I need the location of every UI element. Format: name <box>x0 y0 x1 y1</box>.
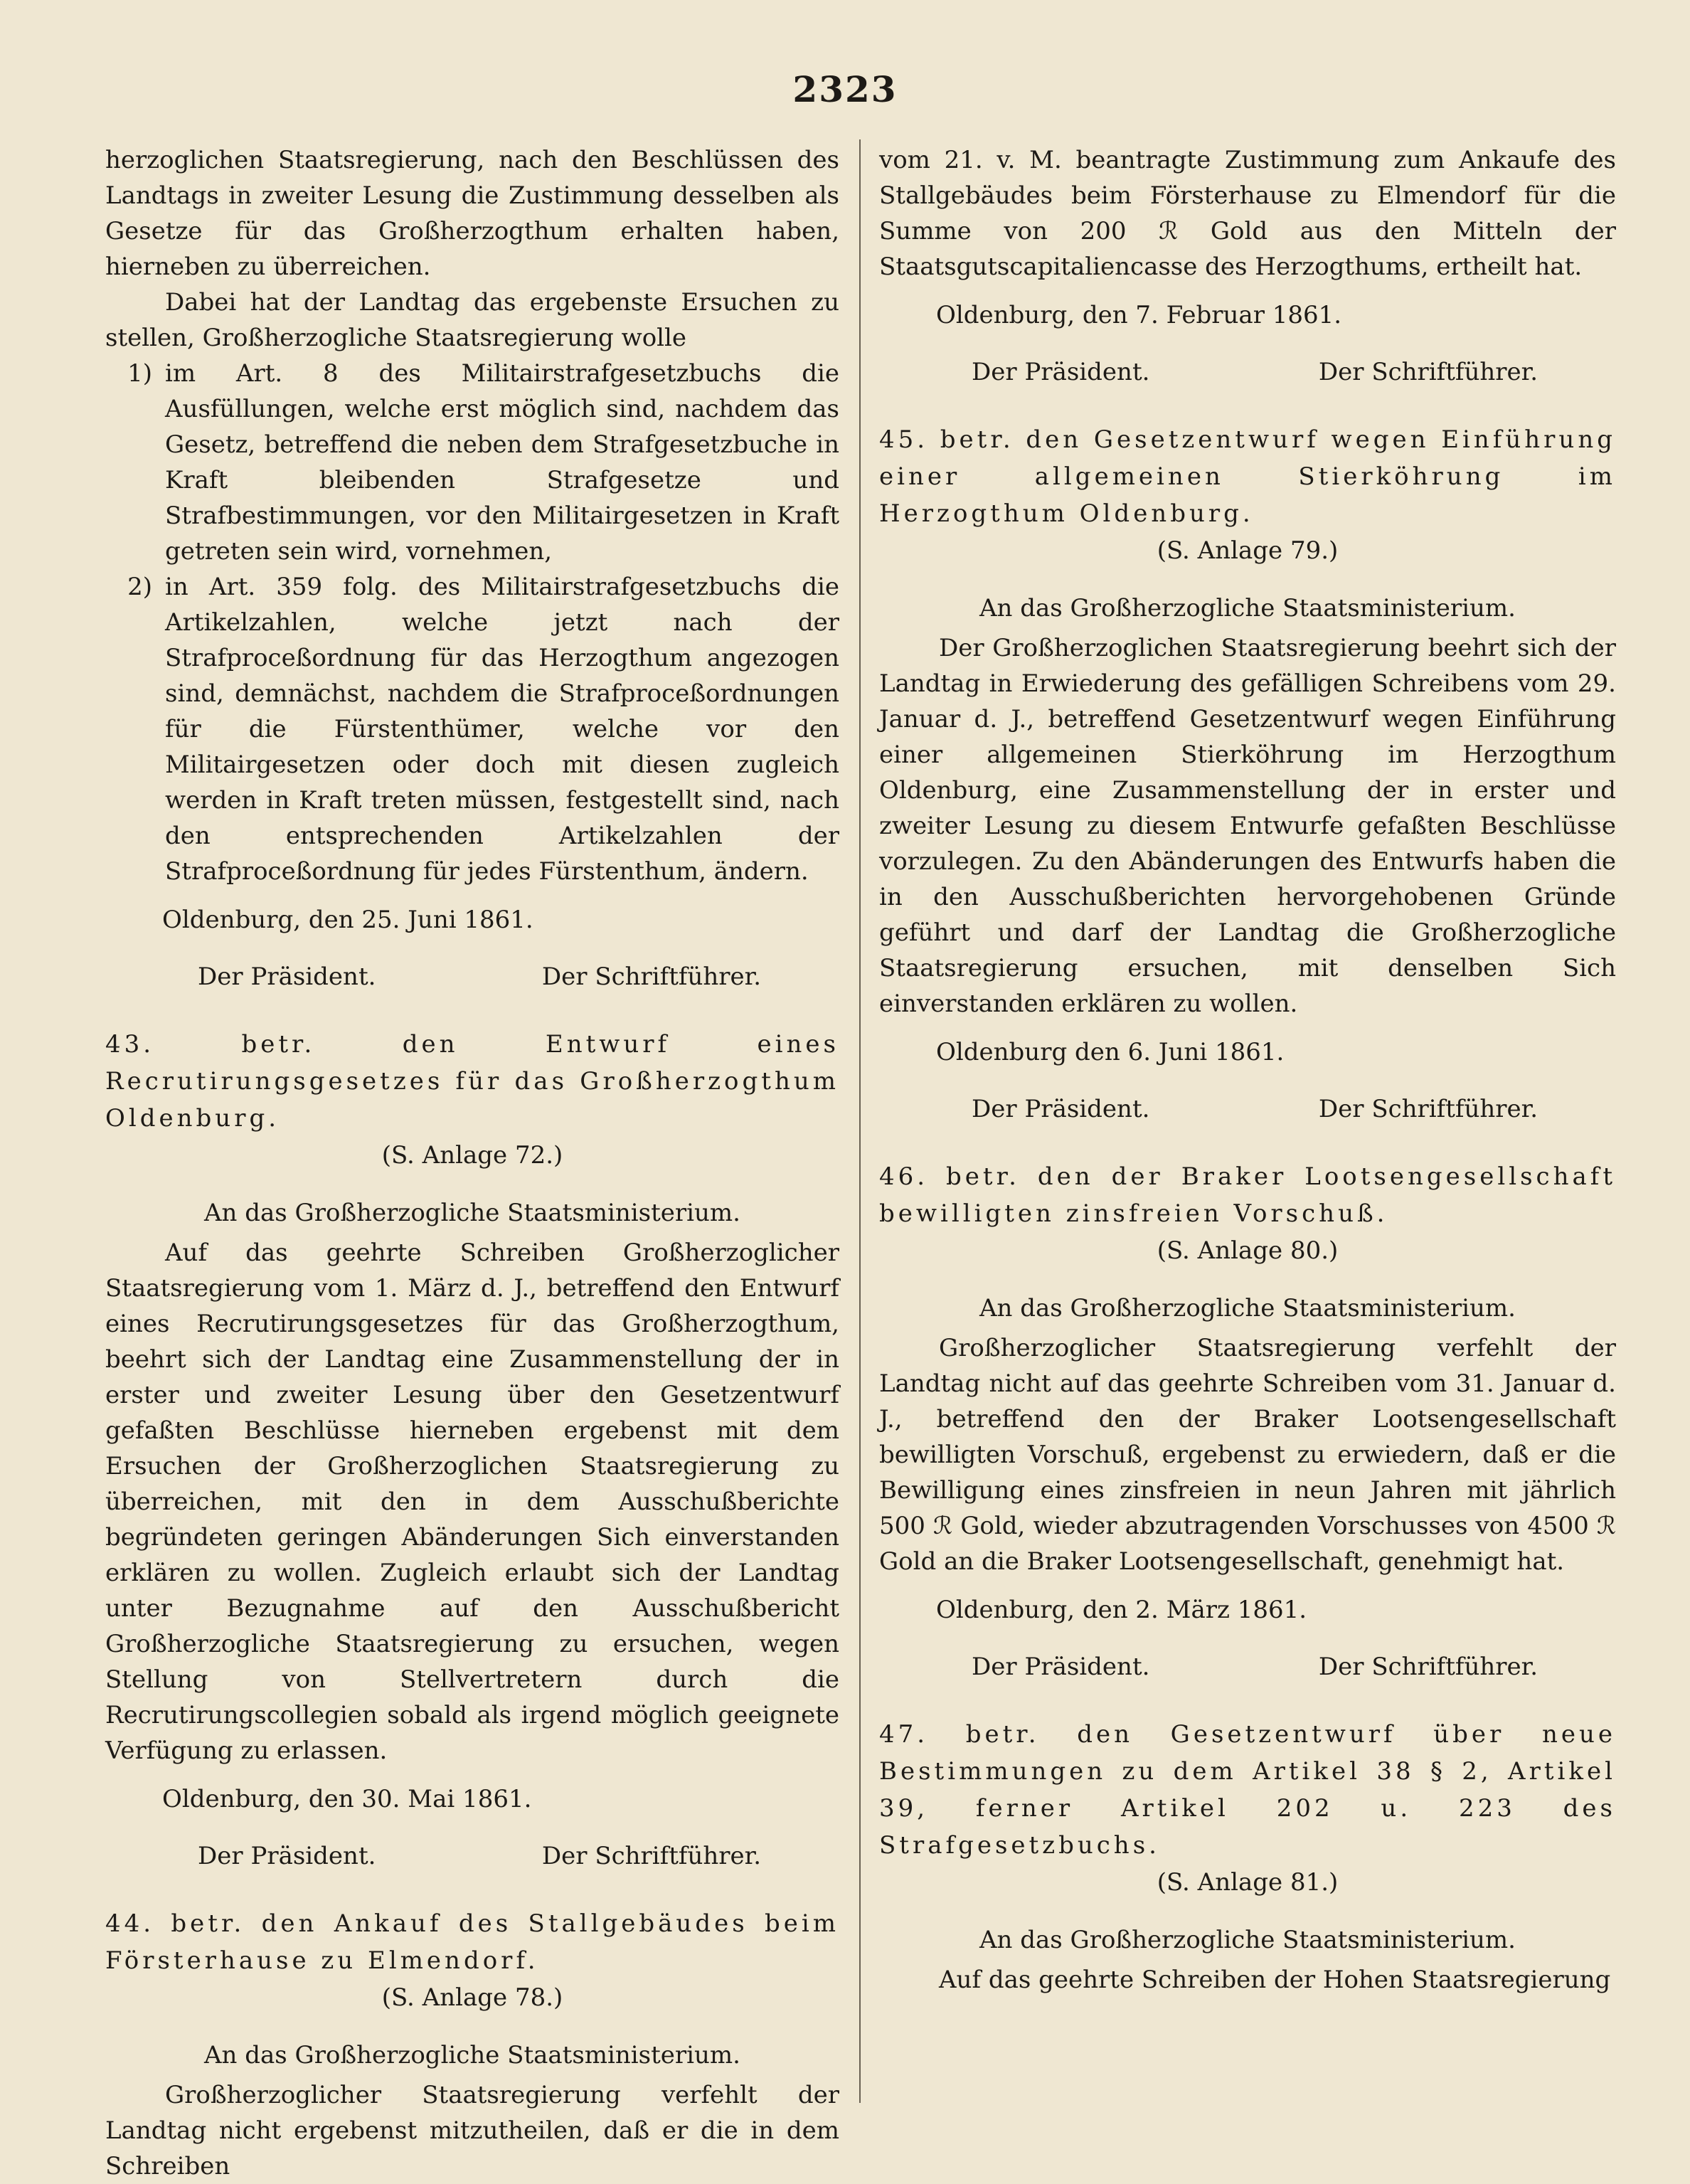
signature-line <box>879 1649 1616 1685</box>
left-column <box>105 142 839 2184</box>
signature-president: Der Präsident. <box>972 1653 1150 1681</box>
section-heading-43 <box>105 1026 839 1174</box>
signature-secretary: Der Schriftführer. <box>1318 1095 1538 1123</box>
heading-text: 47. betr. den Gesetzentwurf über neue Bestimmungen zu dem Artikel 38 § 2, Artikel 39, ferner Artikel 202 u. 223 des Strafgesetzbuchs. <box>879 1720 1616 1860</box>
list-text: im Art. 8 des Militairstrafgesetzbuchs die Ausfüllungen, welche erst möglich sind, nachdem das Gesetz, betreffend die neben dem Strafgesetzbuche in Kraft bleibenden Strafgesetze und Strafbestimmungen, vor den Militairgesetzen in Kraft getreten sein wird, vornehmen, <box>165 359 839 566</box>
list-item <box>105 569 839 889</box>
list-number: 1) <box>127 359 152 388</box>
date-line: Oldenburg, den 7. Februar 1861. <box>936 301 1342 329</box>
list-text: in Art. 359 folg. des Militairstrafgesetzbuchs die Artikelzahlen, welche jetzt nach der Strafproceßordnung für das Herzogthum angezogen sind, demnächst, nachdem die Strafproceßordnungen für die Fürstenthümer, welche vor den Militairgesetzen oder doch mit diesen zugleich werden in Kraft treten müssen, festgestellt sind, nach den entsprechenden Artikelzahlen der Strafproceßordnung für jedes Fürstenthum, ändern. <box>165 573 839 886</box>
signature-secretary: Der Schriftführer. <box>541 963 761 991</box>
signature-president: Der Präsident. <box>198 1842 376 1870</box>
address-line: An das Großherzogliche Staatsministerium. <box>204 2041 740 2069</box>
paragraph-body: Auf das geehrte Schreiben Großherzoglicher Staatsregierung vom 1. März d. J., betreffend den Entwurf eines Recrutirungsgesetzes für das Großherzogthum, beehrt sich der Landtag eine Zusammenstellung der in erster und zweiter Lesung über den Gesetzentwurf gefaßten Beschlüsse hierneben ergebenst mit dem Ersuchen der Großherzoglichen Staatsregierung zu überreichen, mit den in dem Ausschußberichte begründeten geringen Abänderungen Sich einverstanden erklären zu wollen. Zugleich erlaubt sich der Landtag unter Bezugnahme auf den Ausschußbericht Großherzogliche Staatsregierung zu ersuchen, wegen Stellung von Stellvertretern durch die Recrutirungscollegien sobald als irgend möglich geeignete Verfügung zu erlassen. <box>105 1239 839 1765</box>
date-line: Oldenburg, den 2. März 1861. <box>936 1596 1307 1624</box>
section-heading-45 <box>879 421 1616 569</box>
signature-secretary: Der Schriftführer. <box>1318 358 1538 386</box>
signature-president: Der Präsident. <box>198 963 376 991</box>
heading-annex: (S. Anlage 81.) <box>1157 1868 1339 1897</box>
right-column <box>879 142 1616 1998</box>
heading-annex: (S. Anlage 79.) <box>1157 536 1339 565</box>
paragraph-body: Großherzoglicher Staatsregierung verfehlt der Landtag nicht auf das geehrte Schreiben vom 31. Januar d. J., betreffend den der Braker Lootsengesellschaft bewilligten Vorschuß, ergebenst zu erwiedern, daß er die Bewilligung eines zinsfreien in neun Jahren mit jährlich 500 ℛ Gold, wieder abzutragenden Vorschusses von 4500 ℛ Gold an die Braker Lootsengesellschaft, genehmigt hat. <box>879 1334 1616 1576</box>
address-line: An das Großherzogliche Staatsministerium. <box>979 594 1516 622</box>
heading-text: 46. betr. den der Braker Lootsengesellschaft bewilligten zinsfreien Vorschuß. <box>879 1162 1616 1228</box>
address-line: An das Großherzogliche Staatsministerium. <box>979 1926 1516 1954</box>
date-line: Oldenburg den 6. Juni 1861. <box>936 1038 1285 1066</box>
signature-president: Der Präsident. <box>972 358 1150 386</box>
section-heading-46 <box>879 1158 1616 1269</box>
date-line: Oldenburg, den 25. Juni 1861. <box>162 906 533 934</box>
signature-president: Der Präsident. <box>972 1095 1150 1123</box>
page-number: 2323 <box>792 68 898 110</box>
heading-text: 43. betr. den Entwurf eines Recrutirungsgesetzes für das Großherzogthum Oldenburg. <box>105 1030 839 1133</box>
signature-line <box>105 959 839 995</box>
paragraph-request: Dabei hat der Landtag das ergebenste Ersuchen zu stellen, Großherzogliche Staatsregierung wolle <box>105 288 839 352</box>
heading-annex: (S. Anlage 80.) <box>1157 1236 1339 1265</box>
signature-line <box>879 1091 1616 1127</box>
paragraph-continuation: herzoglichen Staatsregierung, nach den Beschlüssen des Landtags in zweiter Lesung die Zustimmung desselben als Gesetze für das Großherzogthum erhalten haben, hierneben zu überreichen. <box>105 146 839 281</box>
list-item <box>105 356 839 569</box>
heading-annex: (S. Anlage 78.) <box>381 1983 563 2012</box>
heading-text: 44. betr. den Ankauf des Stallgebäudes beim Försterhause zu Elmendorf. <box>105 1909 839 1975</box>
signature-secretary: Der Schriftführer. <box>1318 1653 1538 1681</box>
date-line: Oldenburg, den 30. Mai 1861. <box>162 1785 532 1813</box>
address-line: An das Großherzogliche Staatsministerium. <box>204 1199 740 1227</box>
list-number: 2) <box>127 573 152 601</box>
section-heading-47 <box>879 1716 1616 1901</box>
paragraph-body: Großherzoglicher Staatsregierung verfehlt der Landtag nicht ergebenst mitzutheilen, daß er die in dem Schreiben <box>105 2081 839 2180</box>
signature-secretary: Der Schriftführer. <box>541 1842 761 1870</box>
heading-text: 45. betr. den Gesetzentwurf wegen Einführung einer allgemeinen Stierköhrung im Herzogthum Oldenburg. <box>879 425 1616 528</box>
section-heading-44 <box>105 1905 839 2016</box>
paragraph-continuation: vom 21. v. M. beantragte Zustimmung zum Ankaufe des Stallgebäudes beim Försterhause zu Elmendorf für die Summe von 200 ℛ Gold aus den Mitteln der Staatsgutscapitaliencasse des Herzogthums, ertheilt hat. <box>879 146 1616 281</box>
column-divider <box>859 139 861 2103</box>
paragraph-body: Der Großherzoglichen Staatsregierung beehrt sich der Landtag in Erwiederung des gefälligen Schreibens vom 29. Januar d. J., betreffend Gesetzentwurf wegen Einführung einer allgemeinen Stierköhrung im Herzogthum Oldenburg, eine Zusammenstellung der in erster und zweiter Lesung zu diesem Entwurfe gefaßten Beschlüsse vorzulegen. Zu den Abänderungen des Entwurfs haben die in den Ausschußberichten hervorgehobenen Gründe geführt und darf der Landtag die Großherzogliche Staatsregierung ersuchen, mit denselben Sich einverstanden erklären zu wollen. <box>879 634 1616 1018</box>
paragraph-body: Auf das geehrte Schreiben der Hohen Staatsregierung <box>939 1966 1611 1994</box>
signature-line <box>105 1838 839 1874</box>
signature-line <box>879 354 1616 390</box>
address-line: An das Großherzogliche Staatsministerium. <box>979 1294 1516 1322</box>
heading-annex: (S. Anlage 72.) <box>381 1141 563 1170</box>
